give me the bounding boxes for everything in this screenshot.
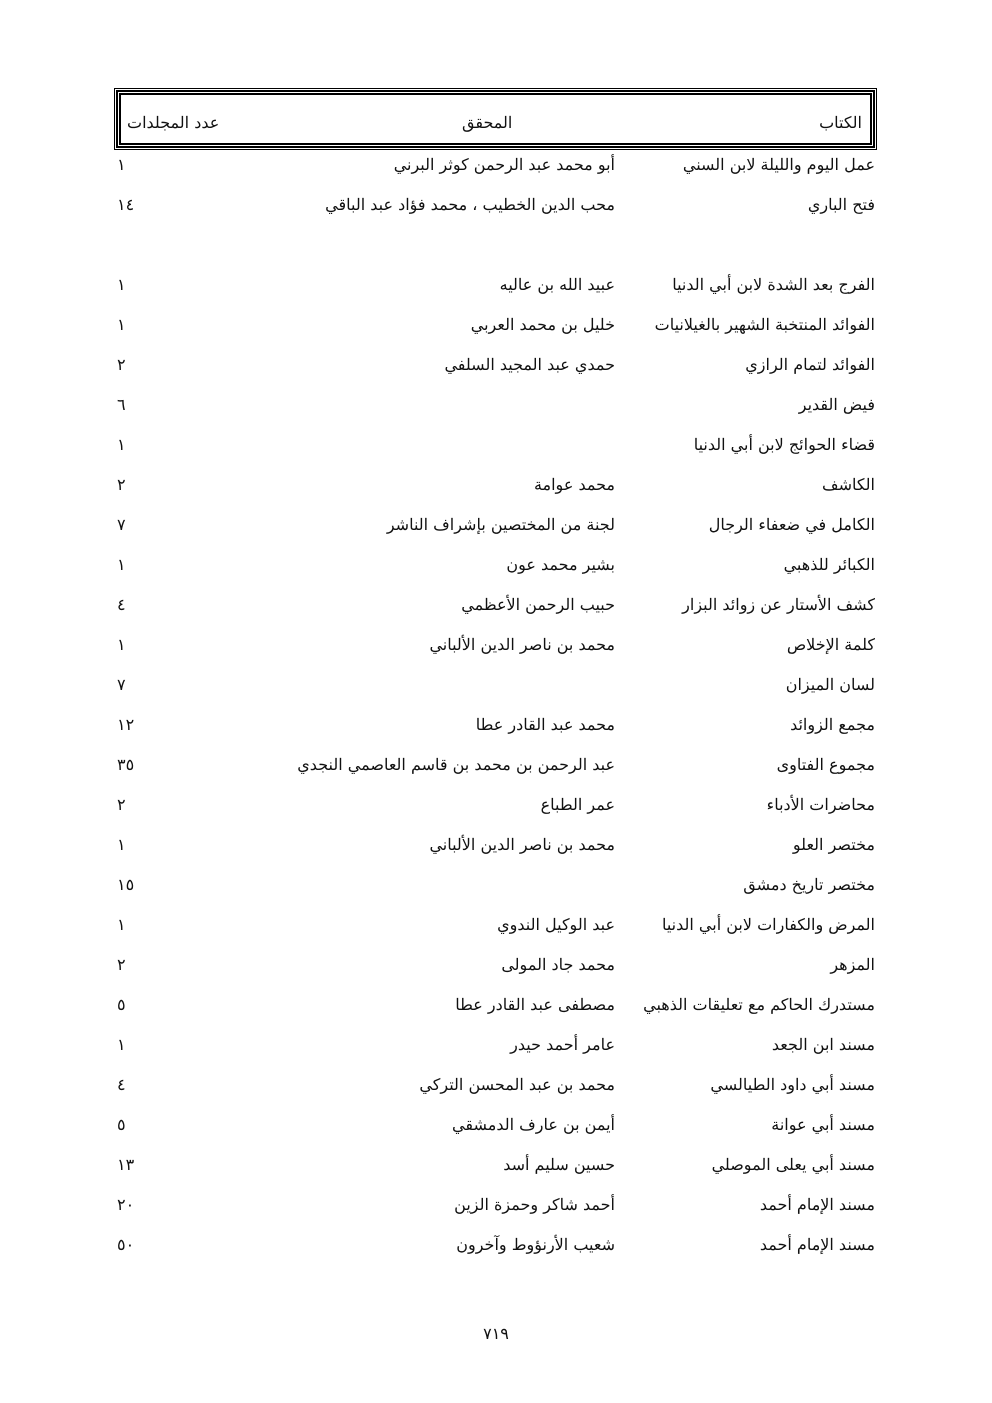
table-row (0, 1193, 992, 1217)
editor-name: محمد عوامة (533, 475, 615, 494)
table-row (0, 993, 992, 1017)
book-title: محاضرات الأدباء (766, 795, 875, 814)
table-row (0, 473, 992, 497)
volume-count: ٧ (117, 675, 126, 694)
volume-count: ١٤ (117, 195, 135, 214)
book-title: الكامل في ضعفاء الرجال (708, 515, 875, 534)
book-title: مجمع الزوائد (790, 715, 875, 734)
editor-name: خليل بن محمد العربي (470, 315, 615, 334)
volume-count: ١ (117, 635, 126, 654)
volume-count: ١ (117, 835, 126, 854)
volume-count: ٦ (117, 395, 126, 414)
book-title: الفرج بعد الشدة لابن أبي الدنيا (672, 275, 875, 294)
book-title: عمل اليوم والليلة لابن السني (682, 155, 875, 174)
header-book: الكتاب (819, 113, 862, 132)
volume-count: ٥ (117, 995, 126, 1014)
book-title: مختصر تاريخ دمشق (743, 875, 875, 894)
editor-name: محمد بن ناصر الدين الألباني (429, 635, 615, 654)
volume-count: ١٢ (117, 715, 135, 734)
book-title: كلمة الإخلاص (786, 635, 875, 654)
book-title: مسند أبي داود الطيالسي (710, 1075, 875, 1094)
book-title: مسند أبي يعلى الموصلي (711, 1155, 875, 1174)
table-row (0, 1153, 992, 1177)
table-row (0, 953, 992, 977)
editor-name: محمد بن ناصر الدين الألباني (429, 835, 615, 854)
book-title: مستدرك الحاكم مع تعليقات الذهبي (643, 995, 875, 1014)
editor-name: بشير محمد عون (506, 555, 615, 574)
header-editor: المحقق (462, 113, 513, 132)
editor-name: عامر أحمد حيدر (510, 1035, 615, 1054)
editor-name: حسين سليم أسد (503, 1155, 615, 1174)
table-row (0, 153, 992, 177)
volume-count: ١ (117, 435, 126, 454)
page-number: ٧١٩ (483, 1324, 509, 1343)
editor-name: أبو محمد عبد الرحمن كوثر البرني (393, 155, 615, 174)
book-title: مسند ابن الجعد (771, 1035, 875, 1054)
table-row (0, 433, 992, 457)
editor-name: لجنة من المختصين بإشراف الناشر (386, 515, 615, 534)
volume-count: ١ (117, 555, 126, 574)
editor-name: عبيد الله بن عاليه (499, 275, 615, 294)
editor-name: عبد الوكيل الندوي (497, 915, 615, 934)
editor-name: شعيب الأرنؤوط وآخرون (456, 1235, 615, 1254)
table-row (0, 713, 992, 737)
table-header (116, 90, 875, 148)
volume-count: ١٣ (117, 1155, 135, 1174)
table-row (0, 913, 992, 937)
volume-count: ١ (117, 155, 126, 174)
volume-count: ٥٠ (117, 1235, 135, 1254)
table-row (0, 753, 992, 777)
table-row (0, 353, 992, 377)
table-row (0, 313, 992, 337)
table-row (0, 1073, 992, 1097)
book-title: كشف الأستار عن زوائد البزار (682, 595, 875, 614)
volume-count: ١٥ (117, 875, 135, 894)
volume-count: ١ (117, 275, 126, 294)
volume-count: ٥ (117, 1115, 126, 1134)
book-title: الكاشف (822, 475, 875, 494)
table-row (0, 673, 992, 697)
volume-count: ١ (117, 915, 126, 934)
table-row (0, 793, 992, 817)
editor-name: محب الدين الخطيب ، محمد فؤاد عبد الباقي (325, 195, 615, 214)
table-row (0, 633, 992, 657)
editor-name: أحمد شاكر وحمزة الزين (454, 1195, 615, 1214)
table-row (0, 393, 992, 417)
table-row (0, 593, 992, 617)
book-title: الفوائد المنتخبة الشهير بالغيلانيات (654, 315, 875, 334)
table-row (0, 553, 992, 577)
book-title: فتح الباري (807, 195, 875, 214)
editor-name: محمد جاد المولى (501, 955, 615, 974)
editor-name: حبيب الرحمن الأعظمي (461, 595, 615, 614)
book-title: مسند الإمام أحمد (759, 1195, 875, 1214)
volume-count: ٤ (117, 1075, 126, 1094)
table-row (0, 1233, 992, 1257)
table-row (0, 833, 992, 857)
editor-name: عبد الرحمن بن محمد بن قاسم العاصمي النجدي (297, 755, 615, 774)
editor-name: محمد بن عبد المحسن التركي (419, 1075, 615, 1094)
book-title: قضاء الحوائج لابن أبي الدنيا (693, 435, 875, 454)
table-row (0, 193, 992, 217)
volume-count: ٧ (117, 515, 126, 534)
table-row (0, 873, 992, 897)
book-title: المزهر (830, 955, 875, 974)
volume-count: ١ (117, 1035, 126, 1054)
book-title: لسان الميزان (785, 675, 875, 694)
book-title: الكبائر للذهبي (783, 555, 875, 574)
volume-count: ٢ (117, 355, 126, 374)
editor-name: عمر الطباع (540, 795, 615, 814)
table-row (0, 273, 992, 297)
editor-name: أيمن بن عارف الدمشقي (452, 1115, 615, 1134)
book-title: المرض والكفارات لابن أبي الدنيا (661, 915, 875, 934)
book-title: مسند الإمام أحمد (759, 1235, 875, 1254)
book-title: فيض القدير (798, 395, 875, 414)
table-row (0, 1033, 992, 1057)
volume-count: ٢ (117, 795, 126, 814)
volume-count: ١ (117, 315, 126, 334)
book-title: مسند أبي عوانة (771, 1115, 875, 1134)
table-row (0, 513, 992, 537)
book-title: مجموع الفتاوى (776, 755, 875, 774)
volume-count: ٤ (117, 595, 126, 614)
editor-name: حمدي عبد المجيد السلفي (444, 355, 615, 374)
volume-count: ٢٠ (117, 1195, 135, 1214)
book-title: الفوائد لتمام الرازي (745, 355, 875, 374)
editor-name: مصطفى عبد القادر عطا (455, 995, 615, 1014)
table-row (0, 1113, 992, 1137)
volume-count: ٢ (117, 475, 126, 494)
volume-count: ٣٥ (117, 755, 135, 774)
volume-count: ٢ (117, 955, 126, 974)
header-volumes: عدد المجلدات (127, 113, 220, 132)
book-title: مختصر العلو (792, 835, 875, 854)
editor-name: محمد عبد القادر عطا (475, 715, 615, 734)
